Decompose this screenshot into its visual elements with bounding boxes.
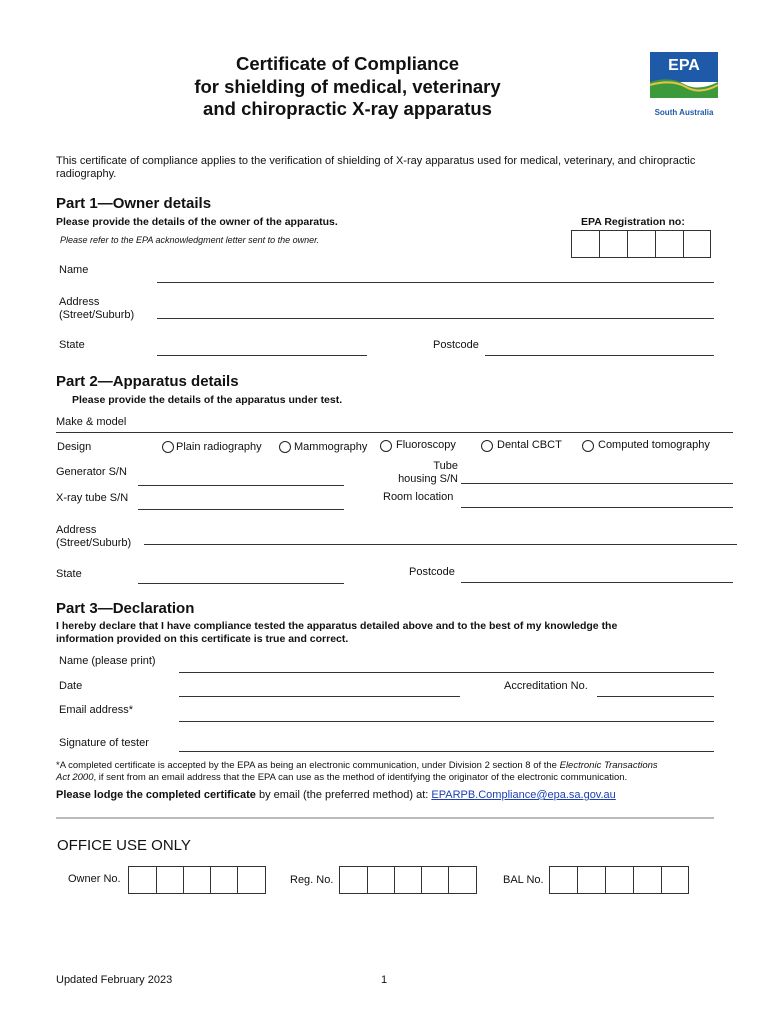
email-label: Email address* xyxy=(59,704,133,716)
epa-logo xyxy=(650,52,718,120)
accreditation-input[interactable] xyxy=(600,680,711,694)
epa-registration-label: EPA Registration no: xyxy=(581,216,685,228)
signature-label: Signature of tester xyxy=(59,737,149,749)
tester-name-line xyxy=(179,672,714,673)
design-label: Design xyxy=(57,441,92,453)
email-line xyxy=(179,721,714,722)
room-location-line xyxy=(461,507,733,508)
generator-sn-line xyxy=(138,485,344,486)
owner-address-label xyxy=(59,296,134,322)
tester-name-label: Name (please print) xyxy=(59,655,156,667)
logo-text: EPA xyxy=(668,57,700,74)
xray-tube-sn-line xyxy=(138,509,344,510)
lodge-instruction xyxy=(56,789,616,801)
apparatus-state-line xyxy=(138,583,344,584)
apparatus-postcode-label: Postcode xyxy=(409,566,455,578)
owner-postcode-input[interactable] xyxy=(488,339,711,353)
make-model-line xyxy=(56,432,733,433)
lodge-email-link[interactable]: EPARPB.Compliance@epa.sa.gov.au xyxy=(431,789,616,801)
option-plain-radiography: Plain radiography xyxy=(176,441,262,453)
radio-dental-cbct[interactable] xyxy=(481,440,493,452)
option-mammography: Mammography xyxy=(294,441,368,453)
xray-tube-sn-label: X-ray tube S/N xyxy=(56,492,129,504)
apparatus-postcode-input[interactable] xyxy=(464,566,730,580)
bal-no-boxes[interactable] xyxy=(549,866,689,894)
title-line-3: and chiropractic X-ray apparatus xyxy=(203,98,492,119)
lodge-rest: by email (the preferred method) at: xyxy=(255,789,432,801)
owner-address-label-1: Address xyxy=(59,296,100,308)
signature-input[interactable] xyxy=(182,735,711,749)
owner-address-label-2: (Street/Suburb) xyxy=(59,309,135,321)
generator-sn-input[interactable] xyxy=(141,469,341,483)
accreditation-line xyxy=(597,696,714,697)
accreditation-label: Accreditation No. xyxy=(504,680,588,692)
owner-name-label: Name xyxy=(59,264,89,276)
make-model-input[interactable] xyxy=(140,416,730,430)
apparatus-address-input[interactable] xyxy=(147,528,734,542)
make-model-label: Make & model xyxy=(56,416,127,428)
footnote-act-name: Electronic Transactions xyxy=(559,760,658,771)
document-title xyxy=(150,53,545,121)
owner-name-line xyxy=(157,282,714,283)
generator-sn-label: Generator S/N xyxy=(56,466,127,478)
declaration-text xyxy=(56,620,617,646)
footnote-text-2: , if sent from an email address that the EPA can use as the method of identifying the originator of the electronic communication. xyxy=(93,772,628,783)
apparatus-postcode-line xyxy=(461,582,733,583)
title-line-2: for shielding of medical, veterinary xyxy=(194,75,501,97)
part2-instruction: Please provide the details of the apparatus under test. xyxy=(72,394,343,406)
room-location-input[interactable] xyxy=(464,491,730,505)
owner-address-input[interactable] xyxy=(160,302,710,316)
reg-no-boxes[interactable] xyxy=(339,866,477,894)
signature-line xyxy=(179,751,714,752)
footnote xyxy=(56,760,716,784)
owner-postcode-label: Postcode xyxy=(433,339,479,351)
owner-postcode-line xyxy=(485,355,714,356)
apparatus-address-label-2: (Street/Suburb) xyxy=(56,537,132,549)
logo-subtext: South Australia xyxy=(654,108,714,117)
owner-address-line xyxy=(157,318,714,319)
tube-housing-line xyxy=(461,483,733,484)
tube-housing-input[interactable] xyxy=(464,467,730,481)
xray-tube-sn-input[interactable] xyxy=(141,493,341,507)
reg-no-label: Reg. No. xyxy=(290,874,334,886)
epa-registration-boxes[interactable] xyxy=(571,230,711,258)
owner-name-input[interactable] xyxy=(160,266,710,280)
part3-heading: Part 3—Declaration xyxy=(56,600,195,617)
lodge-bold: Please lodge the completed certificate xyxy=(56,789,256,801)
declaration-line-2: information provided on this certificate is true and correct. xyxy=(56,633,349,645)
part1-instruction: Please provide the details of the owner of the apparatus. xyxy=(56,216,338,228)
declaration-line-1: I hereby declare that I have compliance tested the apparatus detailed above and to the best of my knowledge the xyxy=(56,620,618,632)
email-input[interactable] xyxy=(182,705,711,719)
office-separator xyxy=(56,817,714,819)
bal-no-label: BAL No. xyxy=(503,874,544,886)
part1-heading: Part 1—Owner details xyxy=(56,195,212,212)
owner-state-line xyxy=(157,355,367,356)
option-fluoroscopy: Fluoroscopy xyxy=(396,439,456,451)
intro-text: This certificate of compliance applies to the verification of shielding of X-ray apparatus used for medical, veterinary, and chiropractic radiography. xyxy=(56,155,696,180)
part1-note: Please refer to the EPA acknowledgment letter sent to the owner. xyxy=(60,235,320,245)
radio-fluoroscopy[interactable] xyxy=(380,440,392,452)
page-number: 1 xyxy=(381,974,388,986)
title-line-1: Certificate of Compliance xyxy=(235,53,460,74)
radio-mammography[interactable] xyxy=(279,441,291,453)
date-input[interactable] xyxy=(182,680,457,694)
apparatus-state-input[interactable] xyxy=(141,567,341,581)
office-use-heading: OFFICE USE ONLY xyxy=(57,837,191,854)
date-line xyxy=(179,696,460,697)
room-location-label: Room location xyxy=(383,491,454,503)
apparatus-address-label xyxy=(56,524,131,550)
tube-housing-label xyxy=(378,460,458,486)
radio-computed-tomography[interactable] xyxy=(582,440,594,452)
footnote-text-1: *A completed certificate is accepted by the EPA as being an electronic communication, under Division 2 section 8 of the xyxy=(56,760,560,771)
part2-heading: Part 2—Apparatus details xyxy=(56,373,239,390)
owner-state-input[interactable] xyxy=(160,339,364,353)
owner-state-label: State xyxy=(59,339,85,351)
owner-no-boxes[interactable] xyxy=(128,866,266,894)
date-label: Date xyxy=(59,680,83,692)
option-dental-cbct: Dental CBCT xyxy=(497,439,562,451)
option-computed-tomography: Computed tomography xyxy=(598,439,710,451)
footnote-act-year: Act 2000 xyxy=(56,772,94,783)
tube-housing-label-2: housing S/N xyxy=(398,473,458,485)
apparatus-state-label: State xyxy=(56,568,82,580)
owner-no-label: Owner No. xyxy=(68,873,121,885)
tube-housing-label-1: Tube xyxy=(433,460,458,472)
apparatus-address-line xyxy=(144,544,737,545)
apparatus-address-label-1: Address xyxy=(56,524,97,536)
tester-name-input[interactable] xyxy=(182,656,711,670)
updated-date: Updated February 2023 xyxy=(56,974,173,986)
radio-plain-radiography[interactable] xyxy=(162,441,174,453)
